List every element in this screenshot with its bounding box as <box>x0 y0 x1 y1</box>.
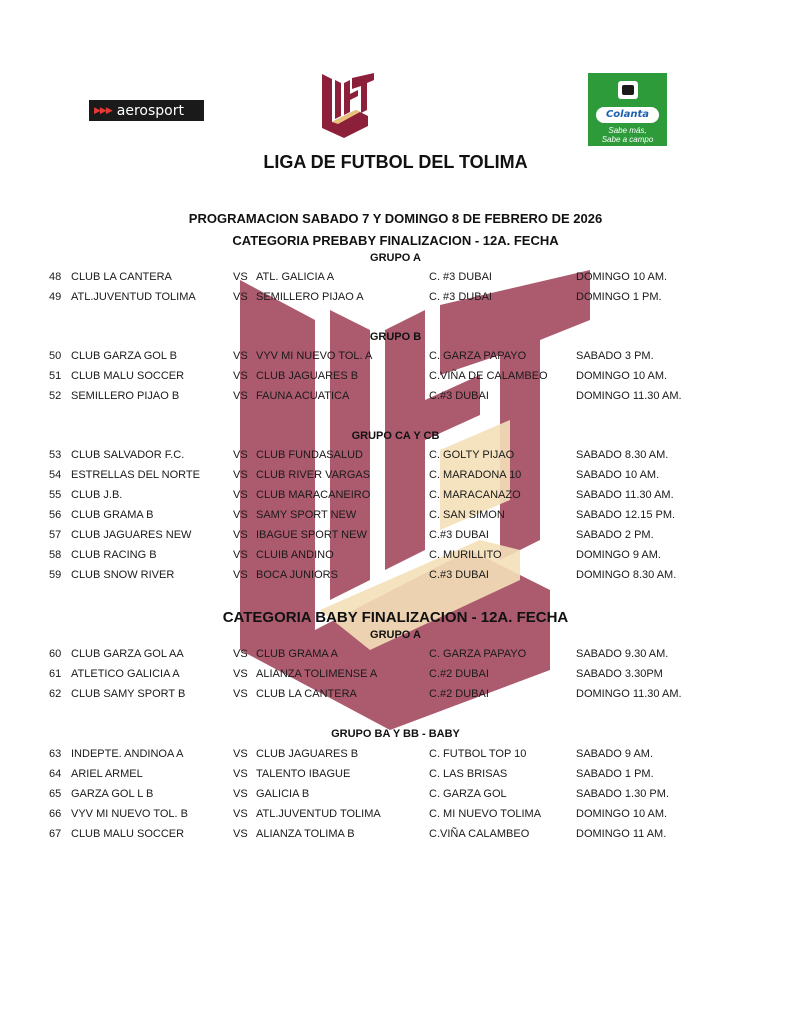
group-title: GRUPO A <box>370 252 421 264</box>
group-title: GRUPO B <box>369 331 422 343</box>
match-row: 54 ESTRELLAS DEL NORTE VS CLUB RIVER VARGAS C. MARADONA 10 SABADO 10 AM. <box>49 469 660 481</box>
match-row: 60 CLUB GARZA GOL AA VS CLUB GRAMA A C. GARZA PAPAYO SABADO 9.30 AM. <box>49 648 669 660</box>
cow-icon <box>618 81 638 99</box>
match-row: 61 ATLETICO GALICIA A VS ALIANZA TOLIMENSE A C.#2 DUBAI SABADO 3.30PM <box>49 668 663 680</box>
llft-logo <box>318 70 378 138</box>
match-row: 67 CLUB MALU SOCCER VS ALIANZA TOLIMA B C.VIÑA CALAMBEO DOMINGO 11 AM. <box>49 828 667 840</box>
group-title: GRUPO BA Y BB - BABY <box>331 728 460 740</box>
fast-forward-icon: ▶▶▶ <box>94 105 112 116</box>
group-title: GRUPO A <box>370 629 421 641</box>
match-row: 56 CLUB GRAMA B VS SAMY SPORT NEW C. SAN SIMON SABADO 12.15 PM. <box>49 509 676 521</box>
schedule-heading: PROGRAMACION SABADO 7 Y DOMINGO 8 DE FEBRERO DE 2026 <box>188 211 603 226</box>
match-row: 58 CLUB RACING B VS CLUIB ANDINO C. MURILLITO DOMINGO 9 AM. <box>49 549 661 561</box>
match-row: 62 CLUB SAMY SPORT B VS CLUB LA CANTERA C.#2 DUBAI DOMINGO 11.30 AM. <box>49 688 682 700</box>
match-row: 66 VYV MI NUEVO TOL. B VS ATL.JUVENTUD TOLIMA C. MI NUEVO TOLIMA DOMINGO 10 AM. <box>49 808 668 820</box>
match-row: 51 CLUB MALU SOCCER VS CLUB JAGUARES B C.VIÑA DE CALAMBEO DOMINGO 10 AM. <box>49 370 668 382</box>
page-title: LIGA DE FUTBOL DEL TOLIMA <box>263 152 528 172</box>
match-row: 64 ARIEL ARMEL VS TALENTO IBAGUE C. LAS BRISAS SABADO 1 PM. <box>49 768 654 780</box>
aerosport-logo: ▶▶▶ aerosport <box>89 100 204 121</box>
match-row: 53 CLUB SALVADOR F.C. VS CLUB FUNDASALUD C. GOLTY PIJAO SABADO 8.30 AM. <box>49 449 669 461</box>
match-row: 50 CLUB GARZA GOL B VS VYV MI NUEVO TOL. A C. GARZA PAPAYO SABADO 3 PM. <box>49 350 654 362</box>
match-row: 65 GARZA GOL L B VS GALICIA B C. GARZA GOL SABADO 1.30 PM. <box>49 788 669 800</box>
category-title: CATEGORIA BABY FINALIZACION - 12A. FECHA <box>222 609 569 626</box>
match-row: 52 SEMILLERO PIJAO B VS FAUNA ACUATICA C.#3 DUBAI DOMINGO 11.30 AM. <box>49 390 682 402</box>
match-row: 57 CLUB JAGUARES NEW VS IBAGUE SPORT NEW C.#3 DUBAI SABADO 2 PM. <box>49 529 654 541</box>
match-row: 48 CLUB LA CANTERA VS ATL. GALICIA A C. #3 DUBAI DOMINGO 10 AM. <box>49 271 668 283</box>
group-title: GRUPO CA Y CB <box>351 430 440 442</box>
category-title: CATEGORIA PREBABY FINALIZACION - 12A. FECHA <box>232 233 559 248</box>
match-row: 63 INDEPTE. ANDINOA A VS CLUB JAGUARES B C. FUTBOL TOP 10 SABADO 9 AM. <box>49 748 654 760</box>
match-row: 55 CLUB J.B. VS CLUB MARACANEIRO C. MARACANAZO SABADO 11.30 AM. <box>49 489 674 501</box>
colanta-logo: Colanta Sabe más, Sabe a campo <box>588 73 667 146</box>
match-row: 49 ATL.JUVENTUD TOLIMA VS SEMILLERO PIJAO A C. #3 DUBAI DOMINGO 1 PM. <box>49 291 662 303</box>
match-row: 59 CLUB SNOW RIVER VS BOCA JUNIORS C.#3 DUBAI DOMINGO 8.30 AM. <box>49 569 677 581</box>
